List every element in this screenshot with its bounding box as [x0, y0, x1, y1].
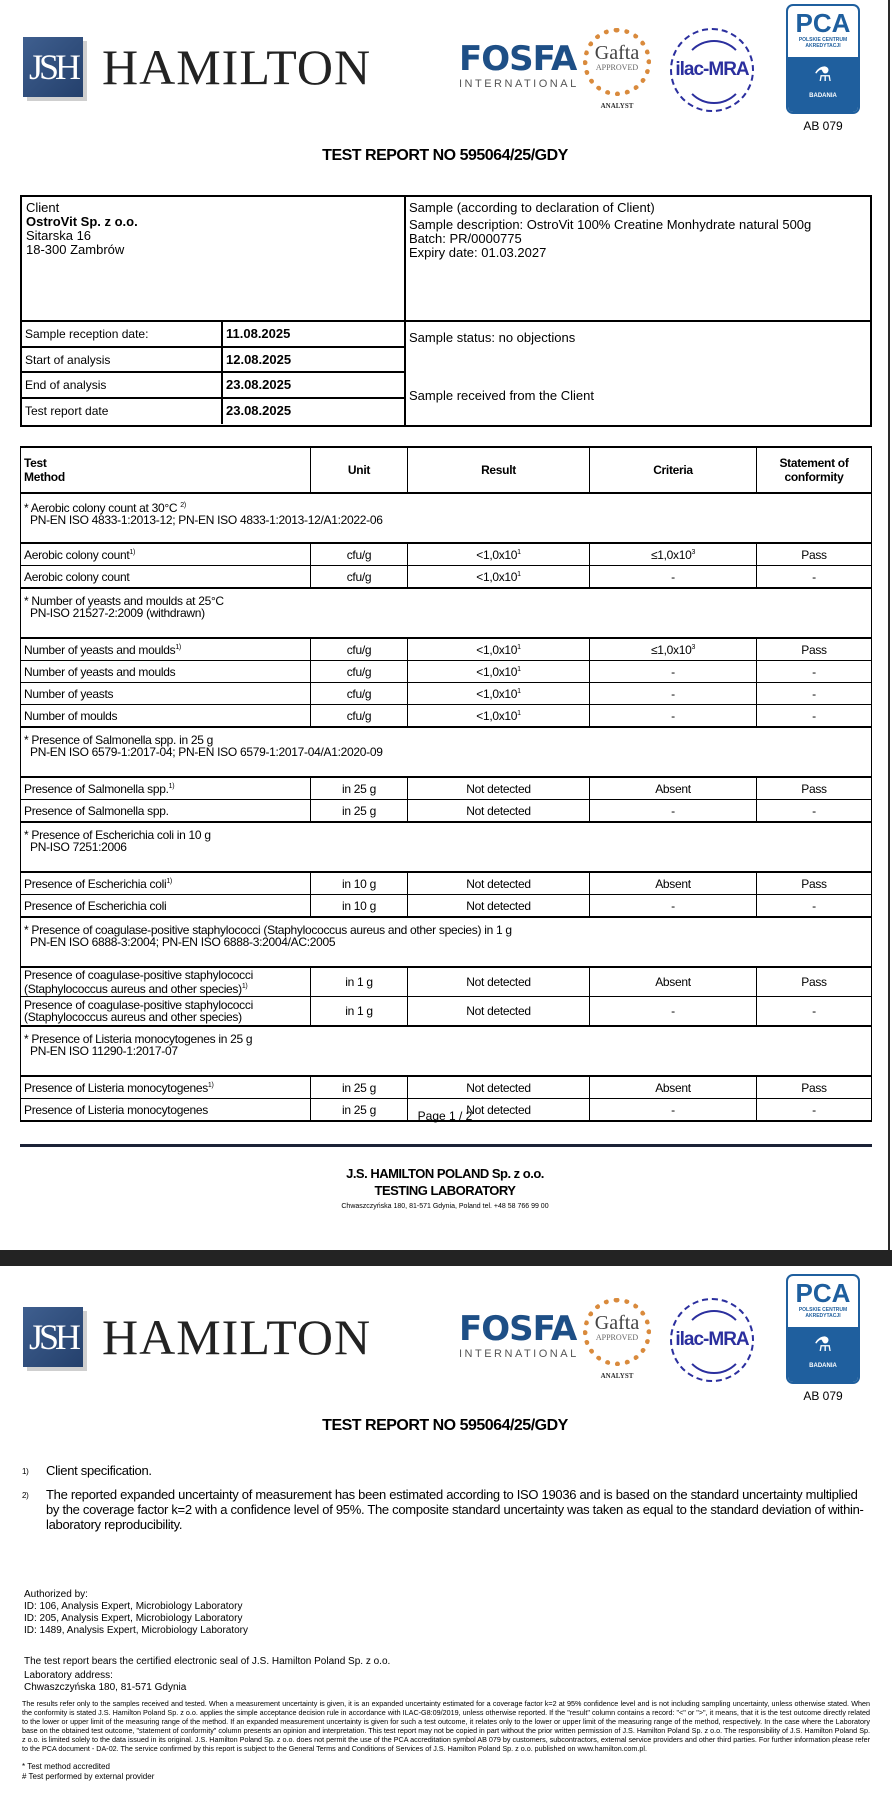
- result-value: [408, 895, 590, 918]
- test-method-standard: PN-EN ISO 6579-1:2017-04; PN-EN ISO 6579-1:2017-04/A1:2020-09: [30, 745, 383, 759]
- accreditation-number: AB 079: [803, 119, 843, 133]
- date-value: 23.08.2025: [226, 402, 292, 418]
- result-criteria: [590, 895, 757, 918]
- criteria-text: -: [671, 803, 675, 818]
- result-conformity: Pass: [757, 638, 872, 661]
- result-text: Not detected: [466, 898, 531, 913]
- footnotes: [22, 1463, 868, 1540]
- client-label: Client: [26, 200, 60, 215]
- result-row: [21, 967, 872, 997]
- result-row: [21, 543, 872, 566]
- flask-icon: ⚗: [814, 64, 832, 86]
- result-conformity: Pass: [757, 543, 872, 566]
- result-row: [21, 638, 872, 661]
- result-value: [408, 800, 590, 823]
- date-value: 12.08.2025: [226, 351, 292, 367]
- report-title: TEST REPORT NO 595064/25/GDY: [322, 1417, 568, 1434]
- result-unit: cfu/g: [311, 705, 408, 728]
- test-group-cell: [21, 917, 872, 967]
- result-value: [408, 566, 590, 589]
- test-group-row: [21, 917, 872, 967]
- result-value: [408, 638, 590, 661]
- result-criteria: [590, 566, 757, 589]
- result-conformity: -: [757, 683, 872, 705]
- criteria-text: Absent: [655, 1080, 691, 1095]
- result-unit: cfu/g: [311, 638, 408, 661]
- result-criteria: [590, 1076, 757, 1099]
- result-conformity: -: [757, 800, 872, 823]
- gafta-logo: [583, 28, 651, 96]
- fosfa-logo: [459, 39, 579, 90]
- footnote-text: Client specification.: [46, 1463, 152, 1478]
- client-city: 18-300 Zambrów: [26, 242, 125, 257]
- result-value: [408, 1076, 590, 1099]
- sample-status-cell: [404, 320, 872, 427]
- header-conformity: Statement of conformity: [757, 447, 872, 493]
- test-name: Number of yeasts: [24, 686, 114, 701]
- header-criteria: Criteria: [590, 447, 757, 493]
- result-row: [21, 800, 872, 823]
- legend: [22, 1762, 154, 1782]
- gafta-analyst-label: ANALYST: [600, 1372, 634, 1380]
- test-name: Presence of Listeria monocytogenes: [24, 1080, 208, 1095]
- criteria-text: -: [671, 898, 675, 913]
- criteria-text: -: [671, 569, 675, 584]
- hamilton-wordmark: HAMILTON: [102, 39, 372, 95]
- result-conformity: Pass: [757, 967, 872, 997]
- report-header: [0, 1270, 890, 1434]
- result-conformity: Pass: [757, 872, 872, 895]
- result-test-name: [21, 777, 311, 800]
- result-row: [21, 872, 872, 895]
- client-name: OstroVit Sp. z o.o.: [26, 214, 138, 229]
- result-unit: in 25 g: [311, 777, 408, 800]
- footnote: [22, 1487, 868, 1532]
- date-row: [22, 322, 404, 348]
- criteria-text: -: [671, 708, 675, 723]
- dates-table: [22, 320, 404, 424]
- result-unit: cfu/g: [311, 566, 408, 589]
- footnote-ref: 1): [129, 548, 136, 556]
- result-criteria: [590, 872, 757, 895]
- pca-sub-2: AKREDYTACJI: [805, 1313, 841, 1319]
- test-group-title: * Number of yeasts and moulds at 25°C: [24, 594, 224, 608]
- results-header-row: [21, 447, 872, 493]
- result-row: [21, 705, 872, 728]
- exponent: 3: [691, 548, 696, 556]
- pca-logo-text: PCA: [795, 8, 851, 38]
- ilac-logo-text: ilac-MRA: [675, 1329, 749, 1350]
- authorizer: ID: 106, Analysis Expert, Microbiology Laboratory: [24, 1601, 243, 1612]
- lab-address: Chwaszczyńska 180, 81-571 Gdynia: [24, 1682, 187, 1693]
- test-group-row: [21, 1026, 872, 1076]
- footnote: [22, 1463, 868, 1479]
- date-label: Sample reception date:: [22, 322, 223, 346]
- date-value: 23.08.2025: [226, 377, 292, 392]
- legend-accredited: * Test method accredited: [22, 1762, 110, 1771]
- authorizer: ID: 1489, Analysis Expert, Microbiology Laboratory: [24, 1625, 248, 1636]
- authorization-block: [24, 1589, 248, 1637]
- result-test-name: [21, 683, 311, 705]
- result-test-name: [21, 566, 311, 589]
- result-unit: in 10 g: [311, 895, 408, 918]
- result-row: [21, 1076, 872, 1099]
- report-title: TEST REPORT NO 595064/25/GDY: [322, 147, 568, 164]
- pca-badania: BADANIA: [809, 1363, 837, 1369]
- sample-info-block: [20, 195, 872, 427]
- footnote-ref: 1): [168, 782, 175, 790]
- criteria-text: Absent: [655, 781, 691, 796]
- result-criteria: [590, 967, 757, 997]
- test-name: Presence of Salmonella spp.: [24, 781, 169, 796]
- hamilton-wordmark: HAMILTON: [102, 1309, 372, 1365]
- result-value: [408, 661, 590, 683]
- gafta-logo-text: Gafta: [594, 42, 640, 64]
- test-name: Number of moulds: [24, 708, 118, 723]
- result-value: [408, 967, 590, 997]
- footer-company: J.S. HAMILTON POLAND Sp. z o.o.: [346, 1166, 544, 1181]
- test-name: Number of yeasts and moulds: [24, 664, 176, 679]
- result-test-name: [21, 1076, 311, 1099]
- result-test-name: [21, 997, 311, 1027]
- fosfa-logo: [459, 1309, 579, 1360]
- test-method-standard: PN-EN ISO 6888-3:2004; PN-EN ISO 6888-3:2004/AC:2005: [30, 935, 336, 949]
- test-group-title: * Presence of Salmonella spp. in 25 g: [24, 733, 214, 747]
- test-group-title: * Presence of Escherichia coli in 10 g: [24, 828, 211, 842]
- pca-sub-2: AKREDYTACJI: [805, 43, 841, 49]
- result-conformity: -: [757, 895, 872, 918]
- result-value: [408, 683, 590, 705]
- exponent: 1: [517, 570, 521, 578]
- pca-badania: BADANIA: [809, 93, 837, 99]
- result-test-name: [21, 638, 311, 661]
- result-test-name: [21, 543, 311, 566]
- sample-description: Sample description: OstroVit 100% Creatine Monhydrate natural 500g: [409, 217, 812, 232]
- pca-logo: [786, 1274, 860, 1384]
- sample-cell: [404, 197, 870, 320]
- result-criteria: [590, 777, 757, 800]
- gafta-logo-subtext: APPROVED: [595, 63, 639, 72]
- result-value: [408, 543, 590, 566]
- footnote-mark: 2): [22, 1491, 29, 1500]
- footnote-ref: 1): [207, 1081, 214, 1089]
- test-name: Presence of Listeria monocytogenes: [24, 1102, 208, 1117]
- result-conformity: -: [757, 661, 872, 683]
- jsh-logo-mark: JSH: [23, 1307, 83, 1367]
- exponent: 1: [517, 548, 521, 556]
- test-name-line-2: (Staphylococcus aureus and other species): [24, 1010, 242, 1024]
- gafta-analyst-label: ANALYST: [600, 102, 634, 110]
- result-row: [21, 566, 872, 589]
- result-test-name: [21, 967, 311, 997]
- ilac-logo-text: ilac-MRA: [675, 59, 749, 80]
- result-value: [408, 777, 590, 800]
- footer-divider: [20, 1144, 872, 1147]
- client-street: Sitarska 16: [26, 228, 92, 243]
- page-separator: [0, 1250, 892, 1266]
- exponent: 1: [517, 687, 521, 695]
- disclaimer: The results refer only to the samples received and tested. When a measurement uncertainty is given, it is an expanded uncertainty estimated for a coverage factor k=2 at 95% confidence level and is not including sampling uncertainty, unless otherwise stated. When the conformity is stated J.S. Hamilton Poland Sp. z o.o. applies the simple acceptance decision rule in accordance with ILAC-G8:09/2019, unless otherwise reported. If the "result" column contains a record: "<" or ">", it means, that it is the test outcome directly related to the lower or upper limit of the measuring range of the method. If an expanded measurement uncertainty is given for such a test outcome, it relates only to the lower or upper limit of the measuring range of the method, respectively. In the case where the Laboratory base on the obtained test outcome, "statement of conformity" column presents an opinion and interpretation. This test report may not be copied in part without the prior written permission of J.S. Hamilton Poland Sp. z o.o. The responsibility of J.S. Hamilton Poland Sp. z o.o. is limited solely to the data issued in its original. J.S. Hamilton Poland Sp. z o.o. does not permit the use of the PCA accreditation symbol AB 079 by customers, subcontractors, external service providers and other third parties. For further information please refer to the PCA document - DA-02. The service confirmed by this report is subject to the General Terms and Conditions of Services of J.S. Hamilton Poland Sp. z o.o. published on www.hamilton.com.pl.: [22, 1699, 870, 1753]
- test-group-cell: [21, 822, 872, 872]
- result-text: <1,0x10: [476, 547, 518, 562]
- ilac-mra-logo: [670, 1298, 754, 1382]
- result-row: [21, 683, 872, 705]
- result-text: <1,0x10: [476, 708, 518, 723]
- fosfa-logo-text: FOSFA: [459, 1309, 577, 1349]
- result-row: [21, 895, 872, 918]
- criteria-text: -: [671, 664, 675, 679]
- gafta-logo: [583, 1298, 651, 1366]
- test-group-cell: [21, 493, 872, 543]
- criteria-text: -: [671, 686, 675, 701]
- footnote-ref: 2): [180, 502, 186, 509]
- results-table: [20, 446, 872, 1122]
- result-value: [408, 997, 590, 1027]
- exponent: 3: [691, 643, 696, 651]
- exponent: 1: [517, 665, 521, 673]
- report-page-2: [0, 1266, 890, 1810]
- fosfa-logo-text: FOSFA: [459, 39, 577, 79]
- result-text: Not detected: [466, 1080, 531, 1095]
- result-conformity: -: [757, 705, 872, 728]
- result-text: <1,0x10: [476, 642, 518, 657]
- results-body: [21, 493, 872, 1121]
- result-unit: in 25 g: [311, 800, 408, 823]
- date-label: Start of analysis: [22, 348, 223, 372]
- result-row: [21, 661, 872, 683]
- pca-sub-1: POLSKIE CENTRUM: [798, 1307, 848, 1313]
- test-group-title: * Presence of Listeria monocytogenes in 25 g: [24, 1032, 253, 1046]
- page-edge: [888, 0, 890, 1250]
- criteria-text: Absent: [655, 975, 691, 989]
- result-unit: in 1 g: [311, 997, 408, 1027]
- criteria-text: -: [671, 1102, 675, 1117]
- pca-logo-text: PCA: [795, 1278, 851, 1308]
- date-row: [22, 399, 404, 425]
- result-conformity: -: [757, 1099, 872, 1122]
- result-unit: cfu/g: [311, 683, 408, 705]
- date-row: [22, 348, 404, 374]
- test-group-row: [21, 493, 872, 543]
- sample-received: Sample received from the Client: [409, 388, 594, 403]
- pca-sub-1: POLSKIE CENTRUM: [798, 37, 848, 43]
- test-method-standard: PN-EN ISO 4833-1:2013-12; PN-EN ISO 4833-1:2013-12/A1:2022-06: [30, 513, 383, 527]
- authorized-by-label: Authorized by:: [24, 1589, 88, 1600]
- fosfa-logo-subtext: INTERNATIONAL: [459, 78, 579, 90]
- jsh-logo-mark: JSH: [23, 37, 83, 97]
- result-text: Not detected: [466, 1102, 531, 1117]
- accreditation-number: AB 079: [803, 1389, 843, 1403]
- result-value: [408, 872, 590, 895]
- gafta-logo-subtext: APPROVED: [595, 1333, 639, 1342]
- test-method-standard: PN-EN ISO 11290-1:2017-07: [30, 1044, 178, 1058]
- result-text: Not detected: [466, 803, 531, 818]
- authorizer: ID: 205, Analysis Expert, Microbiology Laboratory: [24, 1613, 243, 1624]
- test-group-title: * Aerobic colony count at 30°C: [24, 501, 178, 515]
- ilac-mra-logo: [670, 28, 754, 112]
- criteria-text: Absent: [655, 876, 691, 891]
- test-group-cell: [21, 727, 872, 777]
- exponent: 1: [517, 643, 521, 651]
- sample-status: Sample status: no objections: [409, 330, 576, 345]
- sample-expiry: Expiry date: 01.03.2027: [409, 245, 547, 260]
- result-test-name: [21, 800, 311, 823]
- footnote-text: The reported expanded uncertainty of measurement has been estimated according to ISO 19036 and is based on the standard uncertainty multiplied by the coverage factor k=2 with a confidence level of 95%. The composite standard uncertainty was taken as equal to the standard deviation of within-laboratory reproducibility.: [46, 1487, 864, 1532]
- result-unit: in 25 g: [311, 1099, 408, 1122]
- result-criteria: [590, 661, 757, 683]
- test-group-row: [21, 727, 872, 777]
- test-name: Presence of coagulase-positive staphylococci: [24, 998, 253, 1012]
- legend-external: # Test performed by external provider: [22, 1772, 155, 1781]
- result-test-name: [21, 705, 311, 728]
- result-conformity: Pass: [757, 1076, 872, 1099]
- test-group-cell: [21, 588, 872, 638]
- result-test-name: [21, 872, 311, 895]
- footnote-ref: 1): [175, 643, 181, 651]
- seal-block: [24, 1656, 390, 1694]
- header-result: Result: [408, 447, 590, 493]
- result-unit: in 25 g: [311, 1076, 408, 1099]
- result-test-name: [21, 661, 311, 683]
- seal-statement: The test report bears the certified electronic seal of J.S. Hamilton Poland Sp. z o.o.: [24, 1656, 391, 1667]
- result-test-name: [21, 895, 311, 918]
- fosfa-logo-subtext: INTERNATIONAL: [459, 1348, 579, 1360]
- test-group-title: * Presence of coagulase-positive staphylococci (Staphylococcus aureus and other species) in 1 g: [24, 923, 512, 937]
- date-row: [22, 373, 404, 399]
- lab-address-label: Laboratory address:: [24, 1670, 113, 1681]
- result-conformity: -: [757, 566, 872, 589]
- page-number: Page 1 / 2: [417, 1109, 473, 1123]
- flask-icon: ⚗: [814, 1334, 832, 1356]
- header-unit: Unit: [311, 447, 408, 493]
- footnote-ref: 1): [166, 877, 172, 885]
- test-name: Aerobic colony count: [24, 569, 130, 584]
- footer-address: Chwaszczyńska 180, 81-571 Gdynia, Poland tel. +48 58 766 99 00: [341, 1203, 549, 1210]
- test-name: Presence of Escherichia coli: [24, 898, 167, 913]
- result-text: <1,0x10: [476, 569, 518, 584]
- result-unit: in 1 g: [311, 967, 408, 997]
- footnote-ref: 1): [241, 983, 248, 990]
- result-conformity: Pass: [757, 777, 872, 800]
- date-label: Test report date: [22, 399, 223, 425]
- test-name: Presence of Escherichia coli: [24, 876, 167, 891]
- test-name-line-2: (Staphylococcus aureus and other species): [24, 982, 242, 996]
- result-unit: cfu/g: [311, 661, 408, 683]
- result-unit: cfu/g: [311, 543, 408, 566]
- test-method-standard: PN-ISO 21527-2:2009 (withdrawn): [30, 606, 205, 620]
- result-text: Not detected: [466, 876, 531, 891]
- date-label: End of analysis: [22, 373, 223, 397]
- criteria-text: ≤1,0x10: [650, 547, 692, 562]
- result-unit: in 10 g: [311, 872, 408, 895]
- pca-logo: [786, 4, 860, 114]
- result-text: Not detected: [466, 781, 531, 796]
- test-group-row: [21, 588, 872, 638]
- footer-lab: TESTING LABORATORY: [374, 1183, 516, 1198]
- test-name: Aerobic colony count: [24, 547, 130, 562]
- client-cell: [22, 197, 404, 320]
- date-value: 11.08.2025: [226, 326, 291, 341]
- result-text: Not detected: [466, 1004, 531, 1018]
- result-criteria: [590, 683, 757, 705]
- test-group-row: [21, 822, 872, 872]
- test-name: Presence of coagulase-positive staphylococci: [24, 968, 253, 982]
- header-test-method: Test Method: [21, 447, 311, 493]
- result-criteria: [590, 543, 757, 566]
- footnote-mark: 1): [22, 1467, 29, 1476]
- result-row: [21, 777, 872, 800]
- test-method-standard: PN-ISO 7251:2006: [30, 840, 127, 854]
- test-name: Number of yeasts and moulds: [24, 642, 176, 657]
- criteria-text: ≤1,0x10: [650, 642, 692, 657]
- result-text: <1,0x10: [476, 686, 518, 701]
- result-text: <1,0x10: [476, 664, 518, 679]
- result-value: [408, 705, 590, 728]
- result-criteria: [590, 997, 757, 1027]
- criteria-text: -: [671, 1004, 675, 1018]
- result-criteria: [590, 705, 757, 728]
- test-name: Presence of Salmonella spp.: [24, 803, 169, 818]
- sample-batch: Batch: PR/0000775: [409, 231, 522, 246]
- result-conformity: -: [757, 997, 872, 1027]
- result-criteria: [590, 800, 757, 823]
- gafta-logo-text: Gafta: [594, 1312, 640, 1334]
- exponent: 1: [517, 709, 521, 717]
- report-header: [0, 0, 890, 164]
- result-text: Not detected: [466, 975, 531, 989]
- result-row: [21, 997, 872, 1027]
- sample-heading: Sample (according to declaration of Client): [409, 200, 655, 215]
- result-criteria: [590, 638, 757, 661]
- test-group-cell: [21, 1026, 872, 1076]
